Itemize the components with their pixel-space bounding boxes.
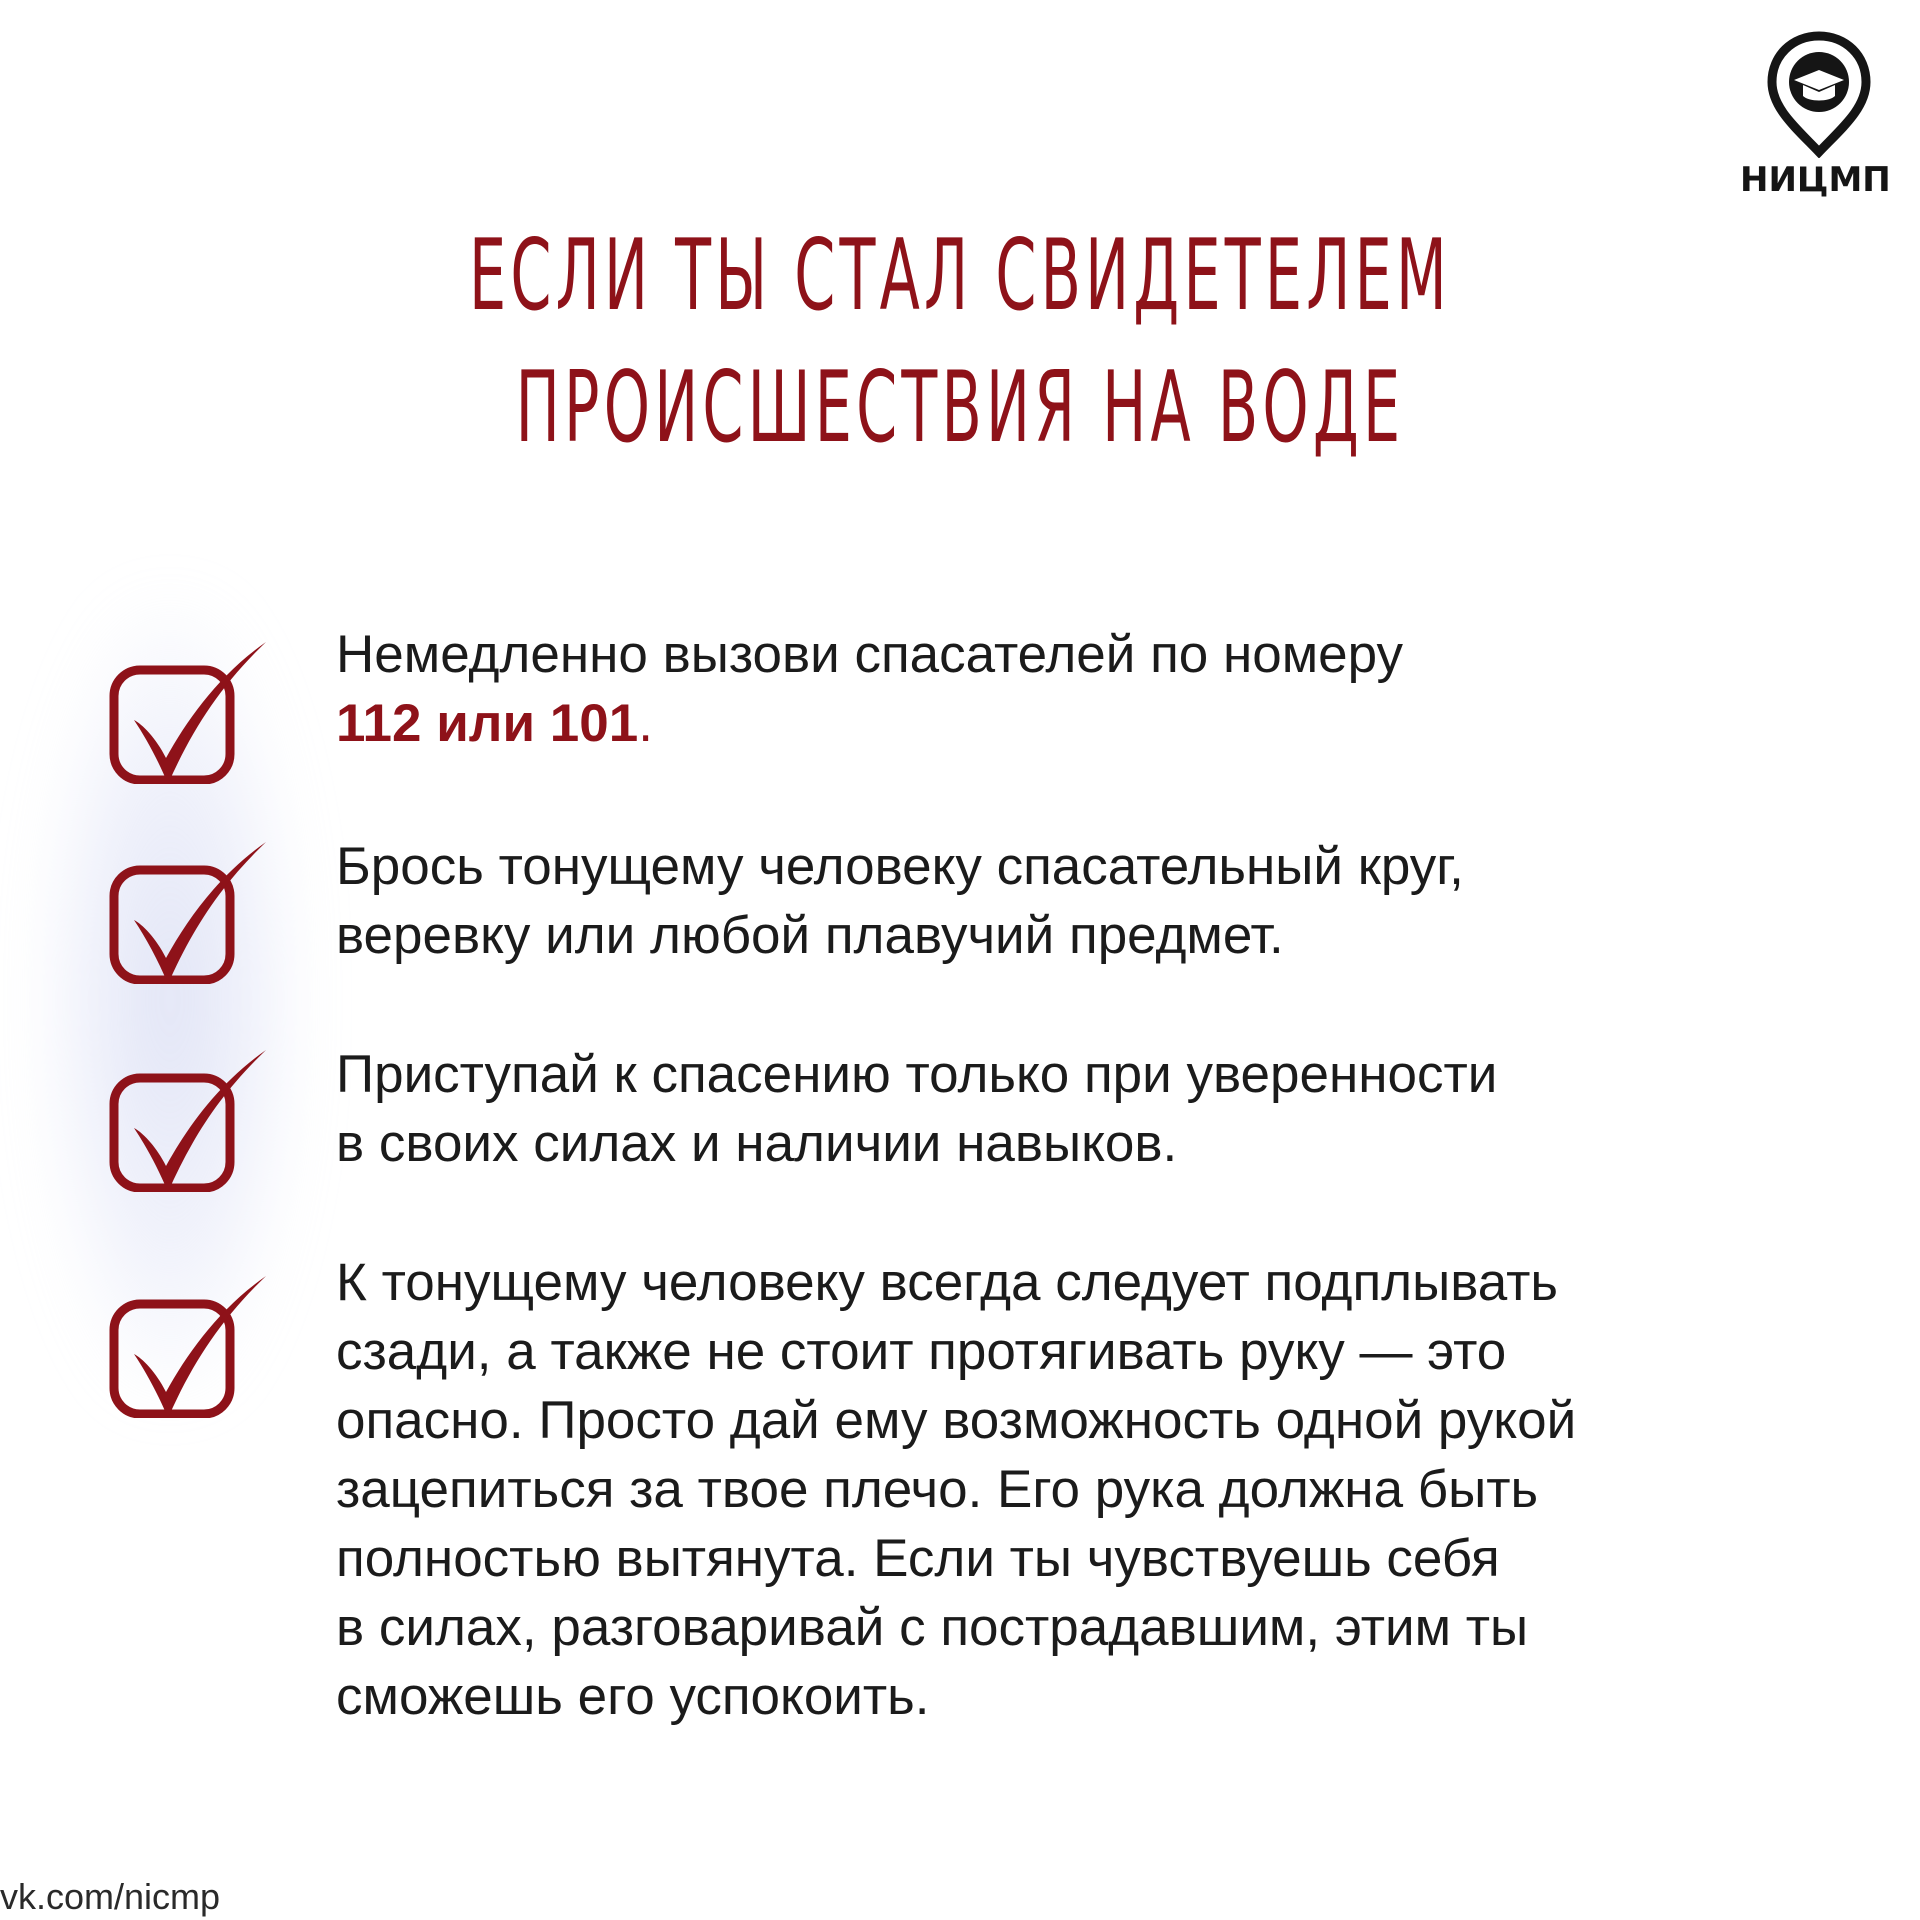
item-line: опасно. Просто дай ему возможность одной рукой [336, 1391, 1577, 1450]
item-line: Приступай к спасению только при уверенности [336, 1045, 1498, 1104]
title-line-1: ЕСЛИ ТЫ СТАЛ СВИДЕТЕЛЕМ [469, 219, 1451, 333]
checkmark-icon [108, 834, 268, 984]
item-line: сможешь его успокоить. [336, 1667, 930, 1726]
title-line-2: ПРОИСШЕСТВИЯ НА ВОДЕ [515, 351, 1405, 465]
logo-text: НИЦМП [1740, 160, 1891, 200]
item-text [336, 832, 1856, 970]
item-line: К тонущему человеку всегда следует подплывать [336, 1253, 1558, 1312]
item-tail: . [638, 694, 653, 753]
item-line: Немедленно вызови спасателей по номеру [336, 625, 1404, 684]
footer-url[interactable]: vk.com/nicmp [0, 1876, 221, 1917]
item-line: веревку или любой плавучий предмет. [336, 906, 1284, 965]
item-line: сзади, а также не стоит протягивать руку — это [336, 1322, 1507, 1381]
item-line: в силах, разговаривай с пострадавшим, этим ты [336, 1598, 1529, 1657]
item-text [336, 1040, 1856, 1178]
page-title [384, 210, 1536, 474]
item-line [336, 689, 1856, 758]
graduation-cap-pin-icon [1764, 30, 1874, 158]
checkmark-icon [108, 634, 268, 784]
item-text [336, 1248, 1856, 1731]
item-text [336, 620, 1856, 758]
item-line: в своих силах и наличии навыков. [336, 1114, 1178, 1173]
emergency-numbers: 112 или 101 [336, 694, 639, 753]
checkmark-icon [108, 1268, 268, 1418]
item-line: Брось тонущему человеку спасательный круг, [336, 837, 1464, 896]
item-line: полностью вытянута. Если ты чувствуешь себя [336, 1529, 1500, 1588]
item-line: зацепиться за твое плечо. Его рука должна быть [336, 1460, 1539, 1519]
logo [1740, 30, 1890, 200]
checkmark-icon [108, 1042, 268, 1192]
